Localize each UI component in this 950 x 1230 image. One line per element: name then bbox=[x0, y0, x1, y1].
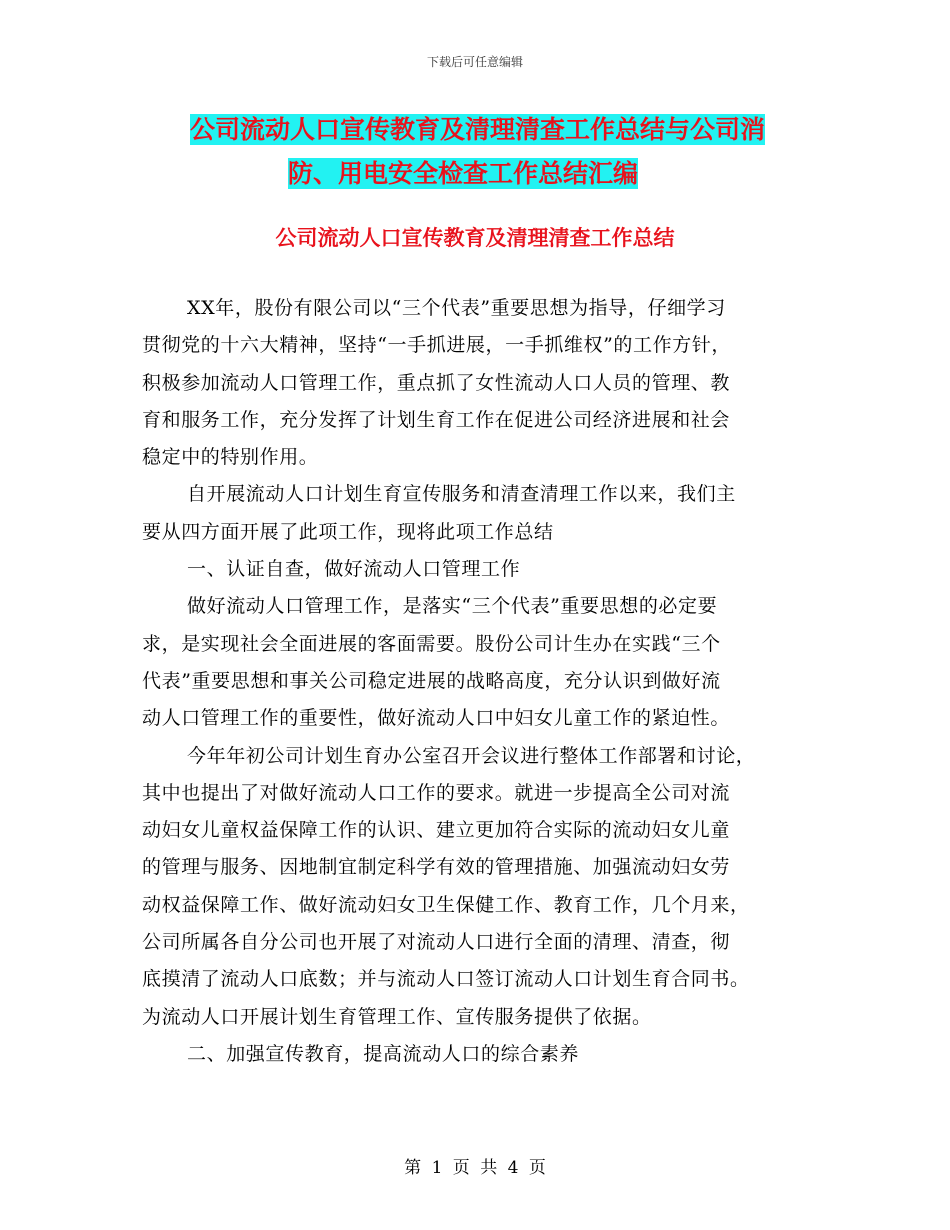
document-title-line-1-text: 公司流动人口宣传教育及清理清查工作总结与公司消 bbox=[190, 115, 766, 144]
body-line: 代表”重要思想和事关公司稳定进展的战略高度，充分认识到做好流 bbox=[142, 669, 721, 692]
body-line: 积极参加流动人口管理工作，重点抓了女性流动人口人员的管理、教 bbox=[142, 371, 731, 394]
body-line: 自开展流动人口计划生育宣传服务和清查清理工作以来，我们主 bbox=[187, 483, 736, 506]
page-footer-page-number: 第 1 页 共 4 页 bbox=[404, 1158, 546, 1178]
body-text bbox=[142, 290, 808, 1073]
document-title-line-2-text: 防、用电安全检查工作总结汇编 bbox=[288, 159, 639, 188]
body-line: 一、认证自查，做好流动人口管理工作 bbox=[187, 558, 521, 581]
body-line: 二、加强宣传教育，提高流动人口的综合素养 bbox=[187, 1042, 580, 1065]
body-line: 育和服务工作，充分发挥了计划生育工作在促进公司经济进展和社会 bbox=[142, 408, 731, 431]
body-line: 稳定中的特别作用。 bbox=[142, 446, 319, 469]
document-title bbox=[150, 108, 850, 196]
body-line: 公司所属各自分公司也开展了对流动人口进行全面的清理、清查，彻 bbox=[142, 931, 731, 954]
body-line: 为流动人口开展计划生育管理工作、宣传服务提供了依据。 bbox=[142, 1005, 652, 1028]
body-line: 动妇女儿童权益保障工作的认识、建立更加符合实际的流动妇女儿童 bbox=[142, 819, 731, 842]
body-line: 动人口管理工作的重要性，做好流动人口中妇女儿童工作的紧迫性。 bbox=[142, 707, 731, 730]
body-line: 其中也提出了对做好流动人口工作的要求。就进一步提高全公司对流 bbox=[142, 781, 731, 804]
body-line: 今年年初公司计划生育办公室召开会议进行整体工作部署和讨论， bbox=[187, 744, 756, 767]
body-line: 求，是实现社会全面进展的客面需要。股份公司计生办在实践“三个 bbox=[142, 632, 721, 655]
body-line: 的管理与服务、因地制宜制定科学有效的管理措施、加强流动妇女劳 bbox=[142, 856, 731, 879]
document-title-line-1 bbox=[150, 108, 850, 152]
body-line: 底摸清了流动人口底数；并与流动人口签订流动人口计划生育合同书。 bbox=[142, 968, 750, 991]
body-line: 动权益保障工作、做好流动妇女卫生保健工作、教育工作，几个月来， bbox=[142, 893, 750, 916]
page-header-note: 下载后可任意编辑 bbox=[426, 55, 523, 69]
body-line: 要从四方面开展了此项工作，现将此项工作总结 bbox=[142, 520, 554, 543]
body-line: XX年，股份有限公司以“三个代表”重要思想为指导，仔细学习 bbox=[187, 297, 726, 319]
section-title: 公司流动人口宣传教育及清理清查工作总结 bbox=[275, 226, 675, 250]
document-title-line-2 bbox=[150, 152, 850, 196]
body-line: 做好流动人口管理工作，是落实“三个代表”重要思想的必定要 bbox=[187, 595, 718, 618]
body-line: 贯彻党的十六大精神，坚持“一手抓进展，一手抓维权”的工作方针， bbox=[142, 334, 732, 357]
